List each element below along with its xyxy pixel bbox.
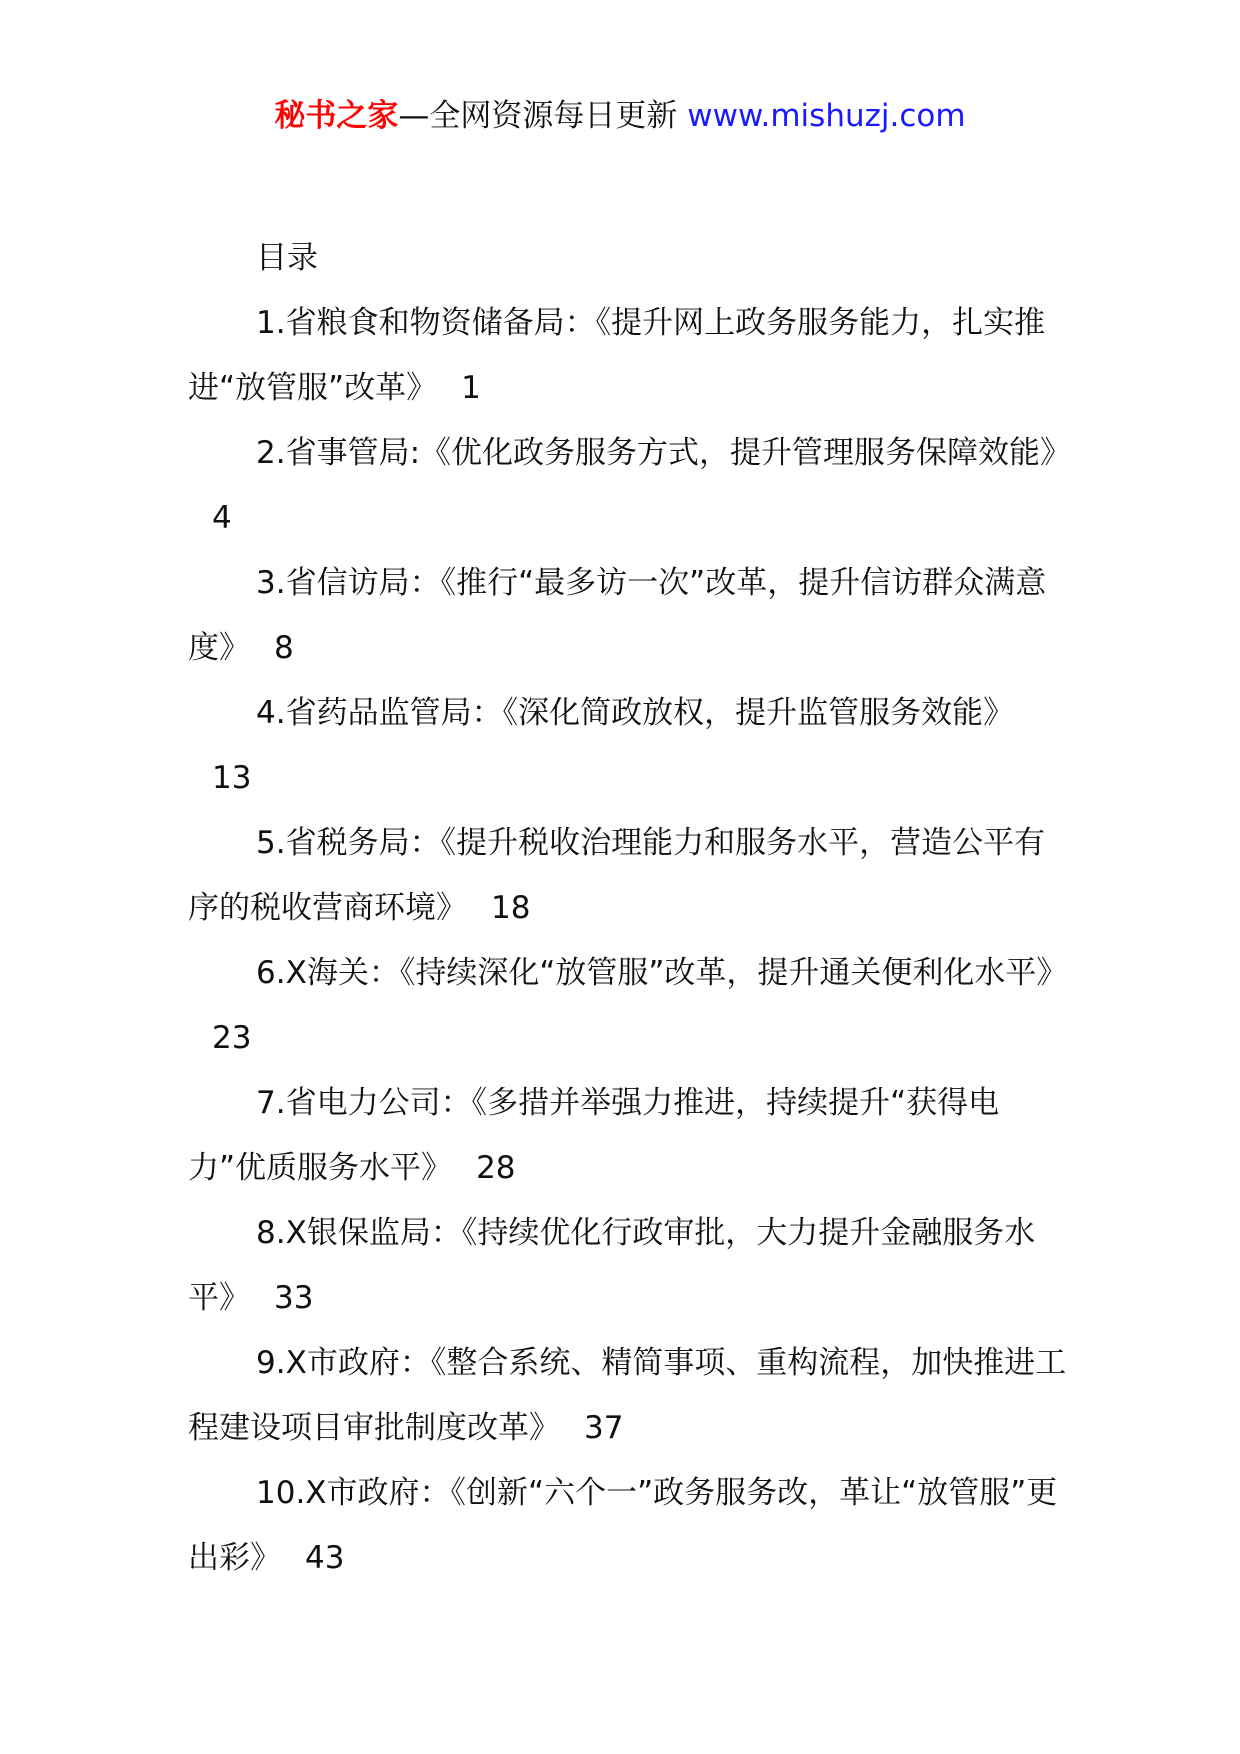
- toc-item-1[interactable]: [188, 291, 1068, 421]
- site-header: [0, 96, 1240, 136]
- toc-item-text: 8.X银保监局：《持续优化行政审批，大力提升金融服务水平》: [188, 1215, 1036, 1316]
- toc-item-text: 10.X市政府：《创新“六个一”政务服务改，革让“放管服”更出彩》: [188, 1475, 1058, 1576]
- toc-page-number: 13: [212, 760, 252, 796]
- toc-page-number: 18: [491, 890, 531, 926]
- toc-page-number: 37: [584, 1410, 624, 1446]
- toc-item-2[interactable]: [188, 421, 1072, 551]
- toc-item-text: 3.省信访局：《推行“最多访一次”改革，提升信访群众满意度》: [188, 565, 1047, 666]
- header-tagline: —全网资源每日更新: [398, 98, 688, 134]
- toc-item-5[interactable]: [188, 811, 1068, 941]
- toc-item-text: 4.省药品监管局：《深化简政放权，提升监管服务效能》: [256, 695, 1015, 731]
- toc-item-3[interactable]: [188, 551, 1068, 681]
- toc-item-text: 9.X市政府：《整合系统、精简事项、重构流程，加快推进工程建设项目审批制度改革》: [188, 1345, 1067, 1446]
- toc-item-text: 1.省粮食和物资储备局：《提升网上政务服务能力，扎实推进“放管服”改革》: [188, 305, 1046, 406]
- toc-page-number: 33: [274, 1280, 314, 1316]
- toc-item-9[interactable]: [188, 1331, 1068, 1461]
- toc-page-number: 8: [274, 630, 294, 666]
- toc-item-8[interactable]: [188, 1201, 1068, 1331]
- toc-item-10[interactable]: [188, 1461, 1068, 1591]
- table-of-contents: [188, 226, 1072, 1591]
- toc-item-text: 6.X海关：《持续深化“放管服”改革，提升通关便利化水平》: [256, 955, 1068, 991]
- toc-item-4[interactable]: [188, 681, 1068, 811]
- toc-item-text: 5.省税务局：《提升税收治理能力和服务水平，营造公平有序的税收营商环境》: [188, 825, 1046, 926]
- toc-page-number: 4: [212, 500, 232, 536]
- toc-page-number: 1: [461, 370, 481, 406]
- toc-page-number: 28: [476, 1150, 516, 1186]
- toc-item-text: 2.省事管局:《优化政务服务方式，提升管理服务保障效能》: [256, 435, 1072, 471]
- toc-page-number: 23: [212, 1020, 252, 1056]
- brand-name: 秘书之家: [274, 98, 399, 134]
- toc-page-number: 43: [305, 1540, 345, 1576]
- toc-item-text: 7.省电力公司：《多措并举强力推进，持续提升“获得电力”优质服务水平》: [188, 1085, 1000, 1186]
- site-url-link[interactable]: www.mishuzj.com: [687, 98, 966, 134]
- toc-item-6[interactable]: [188, 941, 1068, 1071]
- toc-title: 目录: [256, 240, 318, 276]
- toc-item-7[interactable]: [188, 1071, 1068, 1201]
